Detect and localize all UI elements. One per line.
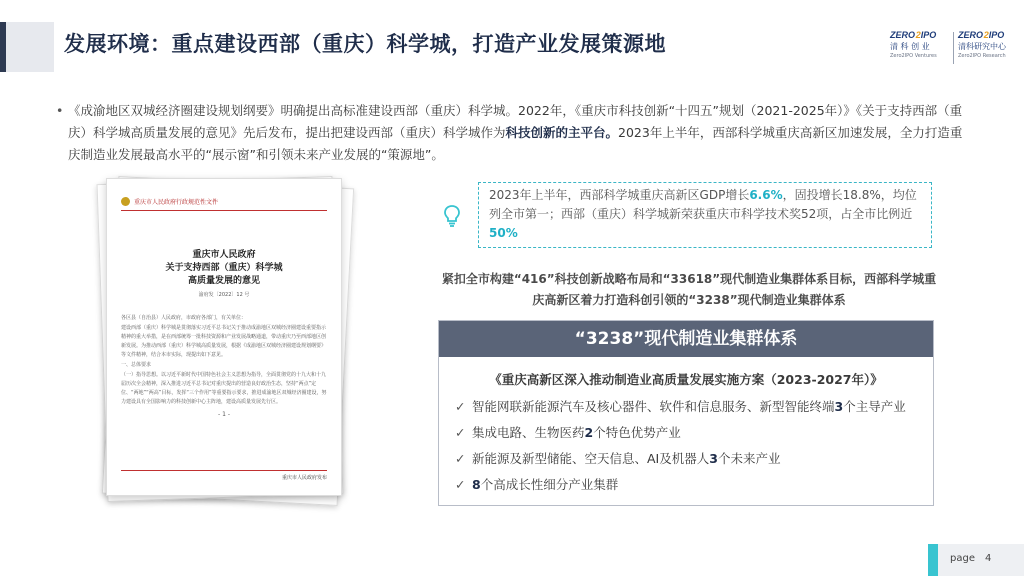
zero2ipo-research-logo: ZERO 2IPO 清科研究中心 Zero2IPO Research (958, 30, 1006, 59)
strategy-subheading: 紧扣全市构建“416”科技创新战略布局和“33618”现代制造业集群体系目标，西部科学城重庆高新区着力打造科创引领的“3238”现代制造业集群体系 (441, 272, 937, 307)
document-page-number: - 1 - (218, 411, 230, 418)
list-item: ✓ 8个高成长性细分产业集群 (455, 472, 933, 498)
intro-text-strong: 科技创新的主平台。 (505, 125, 619, 140)
cluster-panel-header: “3238”现代制造业集群体系 (439, 321, 933, 357)
document-footer: 重庆市人民政府发布 (121, 470, 327, 481)
page-title: 发展环境：重点建设西部（重庆）科学城，打造产业发展策源地 (64, 32, 666, 56)
document-front-sheet (106, 178, 342, 496)
gdp-growth-value: 6.6% (749, 188, 783, 202)
cluster-list (439, 394, 933, 498)
list-item: ✓ 智能网联新能源汽车及核心器件、软件和信息服务、新型智能终端3个主导产业 (455, 394, 933, 420)
cluster-system-panel (438, 320, 934, 506)
document-header: 重庆市人民政府行政规范性文件 (121, 197, 327, 211)
document-number: 渝府发〔2022〕12 号 (198, 292, 250, 298)
policy-document-image (96, 176, 356, 506)
zero2ipo-ventures-logo: ZERO 2IPO 清 科 创 业 Zero2IPO Ventures (890, 30, 937, 59)
intro-text-part2: 2023年上半年，西部科学城重庆高新区加速发展，全力打造重庆制造业发展最高水平的“展示窗”和引领未来产业发展的“策源地”。 (68, 125, 963, 162)
intro-paragraph (56, 100, 972, 166)
award-ratio-value: 50% (489, 226, 518, 240)
lightbulb-icon (442, 204, 462, 228)
emblem-icon (121, 197, 130, 206)
logo-divider (953, 32, 954, 64)
cluster-plan-title: 《重庆高新区深入推动制造业高质量发展实施方案（2023-2027年）》 (489, 372, 883, 387)
title-bar-background (0, 22, 54, 72)
bullet-icon: • (56, 103, 64, 118)
key-stats-box: 2023年上半年，西部科学城重庆高新区GDP增长6.6%，固投增长18.8%，均位列全市第一；西部（重庆）科学城新荣获重庆市科学技术奖52项，占全市比例近50% (478, 182, 932, 248)
check-icon: ✓ (455, 477, 466, 492)
check-icon: ✓ (455, 399, 466, 414)
document-title: 重庆市人民政府 关于支持西部（重庆）科学城 高质量发展的意见 (165, 250, 283, 286)
intro-text-part1: 《成渝地区双城经济圈建设规划纲要》明确提出高标准建设西部（重庆）科学城。2022年，《重庆市科技创新“十四五”规划（2021-2025年）》《关于支持西部（重庆）科学城高质量发展的意见》先后发布，提出把建设西部（重庆）科学城作为 (68, 103, 963, 140)
page-accent-marker (928, 544, 938, 576)
check-icon: ✓ (455, 425, 466, 440)
page-label: page (950, 553, 975, 564)
list-item: ✓ 新能源及新型储能、空天信息、AI及机器人3个未来产业 (455, 446, 933, 472)
title-accent-bar (0, 22, 6, 72)
document-body: 各区县（自治县）人民政府，市政府各部门，有关单位： 建设西部（重庆）科学城是贯彻落实习近平总书记关于推动成渝地区双城经济圈建设重要指示精神的重大举措，是在西部统筹一批科技资源和产业发展战略通道，带动重庆乃至西部地区创新发展。为推动西部（重庆）科学城高质量发展，根据《成渝地区双城经济圈建设规划纲要》等文件精神，结合本市实际，现提出如下意见。 一、总体要求 （一）指导思想。以习近平新时代中国特色社会主义思想为指导，全面贯彻党的十九大和十九届历次全会精神，深入推进习近平总书记对重庆提出的营造良好政治生态，坚持“两点”定位、“两地”“两高”目标，发挥“三个作用”等重要指示要求，推进成渝地区双城经济圈建设，努力建设具有全国影响力的科技创新中心主阵地，建设高质量发展先行区。 (121, 315, 327, 405)
check-icon: ✓ (455, 451, 466, 466)
page-number: 4 (985, 553, 992, 564)
list-item: ✓ 集成电路、生物医药2个特色优势产业 (455, 420, 933, 446)
